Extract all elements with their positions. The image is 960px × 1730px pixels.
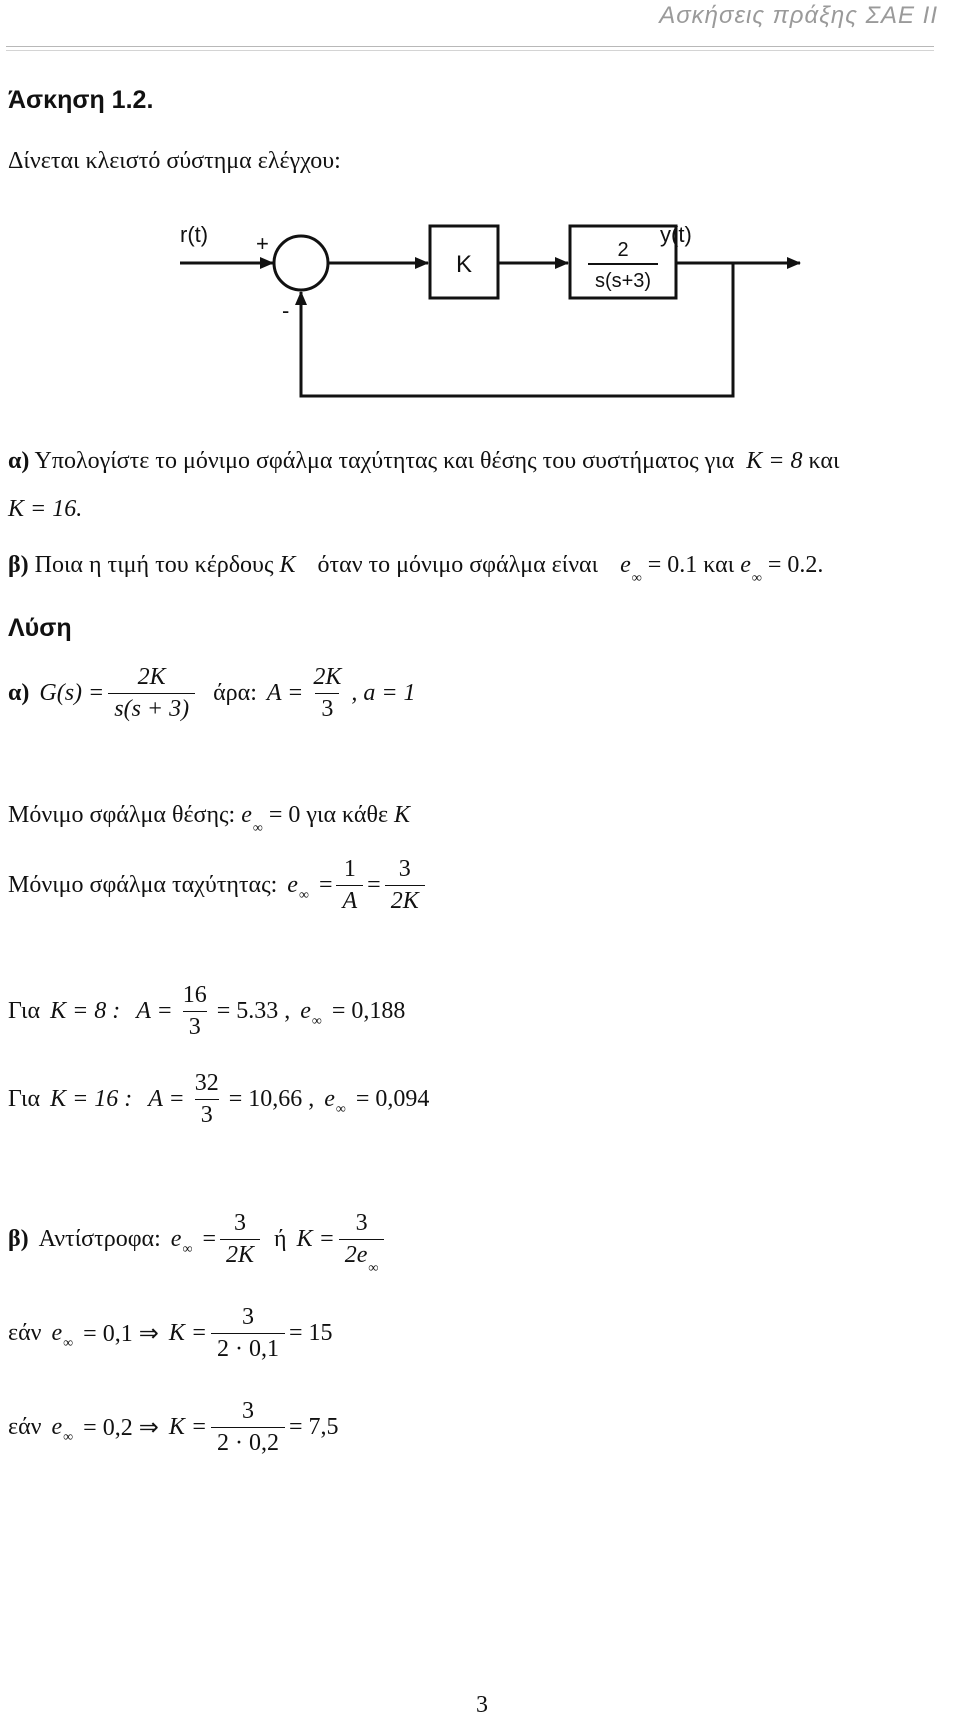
g-numerator: 2K	[137, 664, 166, 690]
question-a-k2: K = 16.	[8, 496, 83, 522]
part-b-f2-den: $2e_\infty$	[339, 1239, 385, 1269]
velocity-f1-num: 1	[343, 856, 356, 882]
position-error-rhs: = 0 για κάθε	[268, 802, 389, 828]
velocity-f2-den: 2K	[385, 885, 425, 915]
case-k8-gia: Για	[8, 998, 41, 1024]
case-k16-e-val: = 0,094	[355, 1086, 430, 1112]
part-b-e: e	[170, 1226, 182, 1252]
page-number: 3	[476, 1692, 488, 1718]
output-label: y(t)	[660, 222, 692, 247]
velocity-error-e: e	[287, 872, 298, 898]
part-b-line	[8, 1210, 388, 1276]
question-a-k1: K = 8	[746, 448, 803, 474]
infinity-subscript: ∞	[335, 1101, 346, 1117]
case-e02-k: K =	[168, 1414, 208, 1440]
case-k16-fraction	[189, 1070, 225, 1129]
infinity-subscript: ∞	[63, 1335, 74, 1351]
position-error-e: e	[241, 802, 252, 828]
case-k16-line	[8, 1070, 429, 1129]
part-b-fraction-1	[220, 1210, 260, 1269]
case-e01-fraction	[211, 1304, 285, 1363]
case-e02-rhs: = 7,5	[289, 1414, 339, 1440]
header-rule-secondary	[6, 50, 934, 51]
case-e02-num: 3	[242, 1398, 255, 1424]
case-k16-k: K = 16 :	[50, 1086, 133, 1112]
velocity-fraction-1	[336, 856, 363, 915]
question-a-conj: και	[808, 448, 840, 474]
case-e02-line	[8, 1398, 339, 1457]
g-denominator: s(s + 3)	[108, 693, 195, 723]
running-header: Ασκήσεις πράξης ΣΑΕ ΙΙ	[659, 2, 938, 29]
feedback-path	[301, 263, 733, 396]
case-k16-gia: Για	[8, 1086, 41, 1112]
case-k16-rhs: = 10,66 ,	[228, 1086, 315, 1112]
case-k16-den: 3	[195, 1099, 219, 1129]
case-e01-den: 2 · 0,1	[211, 1333, 285, 1363]
question-b-text1: Ποια η τιμή του κέρδους	[34, 552, 274, 578]
case-e01-k: K =	[168, 1320, 208, 1346]
velocity-fraction-2	[385, 856, 425, 915]
question-b-text2: όταν το μόνιμο σφάλμα είναι	[317, 552, 599, 578]
velocity-error-line	[8, 856, 429, 915]
question-a-text: Υπολογίστε το μόνιμο σφάλμα ταχύτητας και θέσης του συστήματος για	[34, 448, 735, 474]
infinity-subscript: ∞	[311, 1013, 322, 1029]
case-e01-ean: εάν	[8, 1320, 42, 1346]
part-b-label: β)	[8, 1226, 29, 1252]
controller-label: K	[455, 251, 473, 278]
case-k8-num: 16	[182, 982, 207, 1008]
question-b-k: K	[279, 552, 296, 578]
part-b-f1-num: 3	[233, 1210, 246, 1236]
infinity-subscript: ∞	[252, 821, 263, 836]
header-rule	[6, 46, 934, 47]
question-a-label: α)	[8, 448, 30, 474]
exercise-title: Άσκηση 1.2.	[8, 86, 154, 114]
case-k16-a: A =	[148, 1086, 185, 1112]
case-e02-e: e	[51, 1414, 63, 1440]
question-b	[8, 552, 824, 586]
part-b-k: K =	[296, 1226, 335, 1252]
case-k8-rhs: = 5.33 ,	[216, 998, 291, 1024]
exercise-intro: Δίνεται κλειστό σύστημα ελέγχου:	[8, 148, 341, 174]
part-a-label: α)	[8, 680, 30, 706]
block-diagram	[170, 218, 810, 408]
question-b-e1-symbol: $e_\infty$	[620, 552, 642, 586]
a-lhs: A =	[266, 680, 304, 706]
case-e02-ean: εάν	[8, 1414, 42, 1440]
position-error-k: K	[394, 802, 411, 828]
infinity-subscript: ∞	[182, 1241, 193, 1257]
solution-heading: Λύση	[8, 614, 72, 642]
question-b-conj: και	[703, 552, 735, 578]
case-e02-val: = 0,2 ⇒	[83, 1415, 159, 1441]
infinity-subscript: ∞	[298, 887, 309, 903]
question-b-label: β)	[8, 552, 29, 578]
case-e01-val: = 0,1 ⇒	[83, 1321, 159, 1347]
a-fraction	[307, 664, 347, 723]
case-k16-e: e	[324, 1086, 335, 1112]
ara-word: άρα:	[213, 680, 257, 706]
case-k8-line	[8, 982, 405, 1041]
case-k8-fraction	[177, 982, 213, 1041]
plant-denominator: s(s+3)	[594, 270, 652, 292]
position-error-text: Μόνιμο σφάλμα θέσης:	[8, 802, 236, 828]
part-b-f1-den: 2K	[220, 1239, 260, 1269]
question-b-e2: = 0.2.	[767, 552, 824, 578]
case-k8-den: 3	[183, 1011, 207, 1041]
case-k16-num: 32	[194, 1070, 219, 1096]
a-denominator: 3	[315, 693, 339, 723]
transfer-function-line	[8, 664, 416, 723]
a-numerator: 2K	[313, 664, 342, 690]
minus-sign: -	[282, 298, 290, 323]
case-e01-line	[8, 1304, 333, 1363]
part-b-text: Αντίστροφα:	[38, 1226, 161, 1252]
velocity-f2-num: 3	[398, 856, 411, 882]
part-b-fraction-2	[339, 1210, 385, 1276]
velocity-eq2: =	[367, 872, 381, 898]
infinity-subscript: ∞	[63, 1429, 74, 1445]
summing-junction	[274, 236, 328, 290]
case-k8-e: e	[300, 998, 311, 1024]
position-error-line	[8, 802, 411, 836]
case-e02-fraction	[211, 1398, 285, 1457]
case-e02-den: 2 · 0,2	[211, 1427, 285, 1457]
case-e01-num: 3	[242, 1304, 255, 1330]
part-b-f2-num: 3	[355, 1210, 368, 1236]
plus-sign: +	[256, 231, 269, 256]
question-a	[8, 448, 839, 475]
question-b-e2-symbol: $e_\infty$	[740, 552, 762, 586]
a-small: , a = 1	[351, 680, 416, 706]
velocity-f1-den: A	[336, 885, 363, 915]
velocity-error-text: Μόνιμο σφάλμα ταχύτητας:	[8, 872, 278, 898]
part-b-or: ή	[274, 1226, 287, 1252]
question-b-e1: = 0.1	[647, 552, 698, 578]
input-label: r(t)	[180, 222, 209, 247]
case-k8-k: K = 8 :	[50, 998, 121, 1024]
case-e01-e: e	[51, 1320, 63, 1346]
plant-numerator: 2	[617, 239, 629, 261]
case-k8-a: A =	[136, 998, 173, 1024]
velocity-eq1: =	[318, 872, 333, 898]
part-b-eq: =	[202, 1226, 216, 1252]
g-fraction	[108, 664, 195, 723]
g-lhs: G(s) =	[39, 680, 105, 706]
case-k8-e-val: = 0,188	[331, 998, 406, 1024]
case-e01-rhs: = 15	[289, 1320, 333, 1346]
